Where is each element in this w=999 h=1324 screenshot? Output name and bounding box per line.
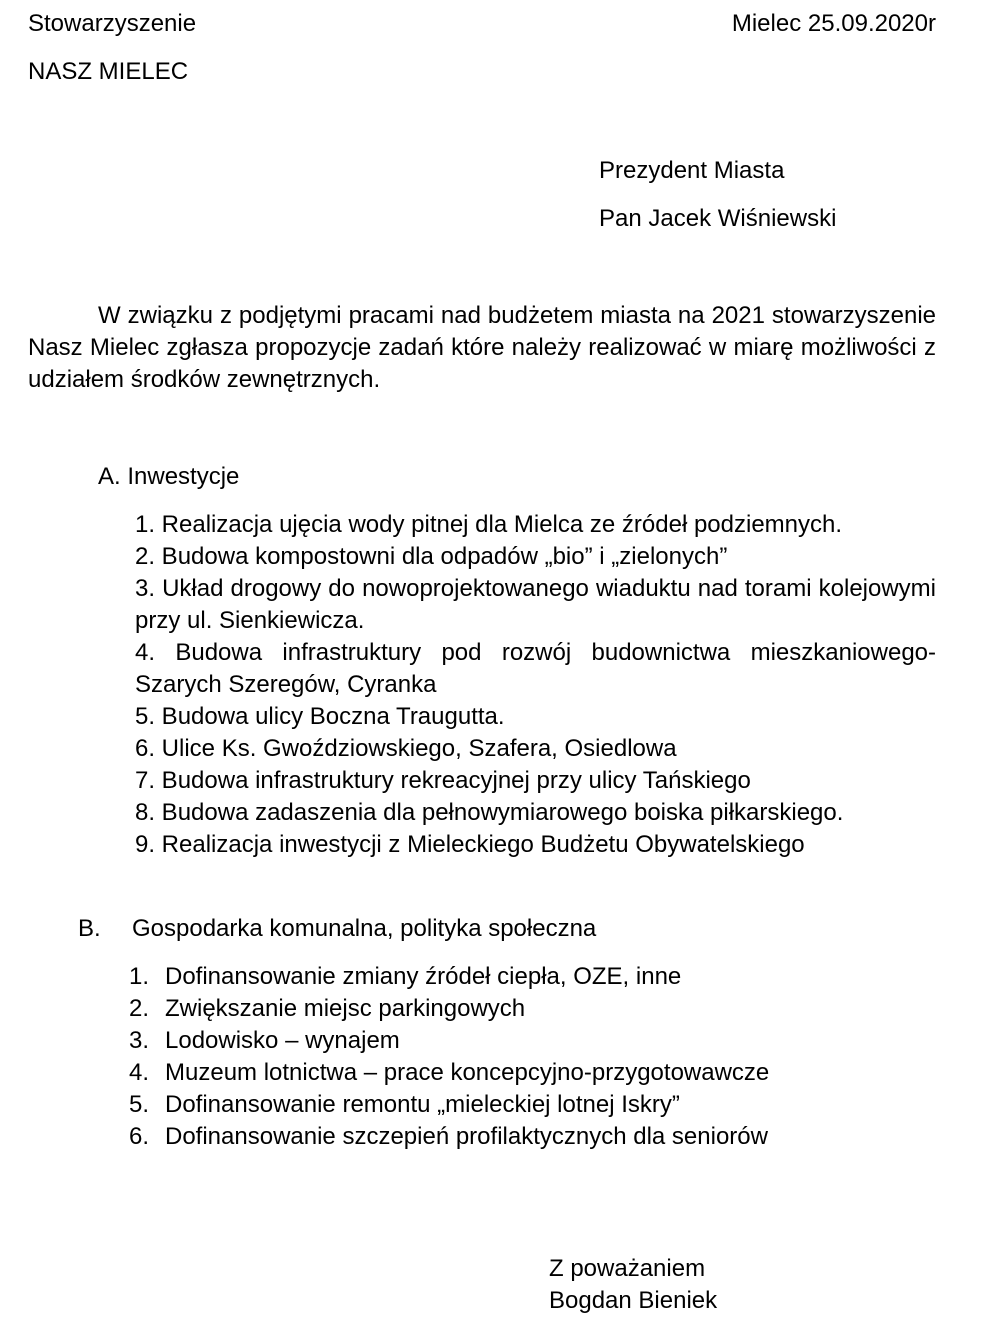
list-item-number: 6. [129, 1123, 150, 1150]
closing-salutation: Z poważaniem [549, 1255, 706, 1282]
list-item-number: 1. [129, 963, 150, 990]
list-item: 7. Budowa infrastruktury rekreacyjnej przy ulicy Tańskiego [135, 767, 751, 794]
investments-list [135, 509, 936, 861]
list-item: 6. Ulice Ks. Gwoździowskiego, Szafera, Osiedlowa [135, 735, 677, 762]
sender-name: Stowarzyszenie [28, 10, 197, 37]
list-item-text: Lodowisko – wynajem [165, 1027, 400, 1054]
list-item-number: 4. [129, 1059, 150, 1086]
list-item [129, 1121, 939, 1153]
list-item: 2. Budowa kompostowni dla odpadów „bio” i „zielonych” [135, 543, 728, 570]
list-item [129, 993, 939, 1025]
communal-policy-list [129, 961, 939, 1153]
list-item [129, 1089, 939, 1121]
sender-organization: NASZ MIELEC [28, 58, 189, 85]
list-item-text: Zwiększanie miejsc parkingowych [165, 995, 526, 1022]
list-item-text: Dofinansowanie zmiany źródeł ciepła, OZE, inne [165, 963, 682, 990]
list-item-number: 3. [129, 1027, 150, 1054]
list-item-number: 5. [129, 1091, 150, 1118]
list-item-text: Dofinansowanie remontu „mieleckiej lotnej Iskry” [165, 1091, 680, 1118]
list-item: 9. Realizacja inwestycji z Mieleckiego Budżetu Obywatelskiego [135, 831, 805, 858]
recipient-title: Prezydent Miasta [599, 157, 785, 184]
list-item: 4. Budowa infrastruktury pod rozwój budownictwa mieszkaniowego- Szarych Szeregów, Cyranka [135, 639, 936, 698]
place-and-date: Mielec 25.09.2020r [731, 10, 936, 37]
section-b-letter: B. [78, 915, 101, 942]
list-item-text: Dofinansowanie szczepień profilaktycznych dla seniorów [165, 1123, 768, 1150]
list-item: 3. Układ drogowy do nowoprojektowanego wiaduktu nad torami kolejowymi przy ul. Sienkiewicza. [135, 575, 936, 634]
list-item: 5. Budowa ulicy Boczna Traugutta. [135, 703, 505, 730]
list-item: 8. Budowa zadaszenia dla pełnowymiarowego boiska piłkarskiego. [135, 799, 844, 826]
intro-paragraph: W związku z podjętymi pracami nad budżetem miasta na 2021 stowarzyszenie Nasz Mielec zgłasza propozycje zadań które należy realizować w miarę możliwości z udziałem środków zewnętrznych. [28, 302, 936, 393]
list-item-number: 2. [129, 995, 150, 1022]
list-item [129, 961, 939, 993]
list-item [129, 1025, 939, 1057]
section-b-title: Gospodarka komunalna, polityka społeczna [132, 915, 597, 942]
recipient-name: Pan Jacek Wiśniewski [599, 205, 837, 232]
list-item [129, 1057, 939, 1089]
signatory-name: Bogdan Bieniek [549, 1287, 718, 1314]
section-b-heading [78, 913, 596, 945]
section-a-heading: A. Inwestycje [98, 463, 240, 490]
list-item-text: Muzeum lotnictwa – prace koncepcyjno-przygotowawcze [165, 1059, 770, 1086]
list-item: 1. Realizacja ujęcia wody pitnej dla Mielca ze źródeł podziemnych. [135, 511, 843, 538]
